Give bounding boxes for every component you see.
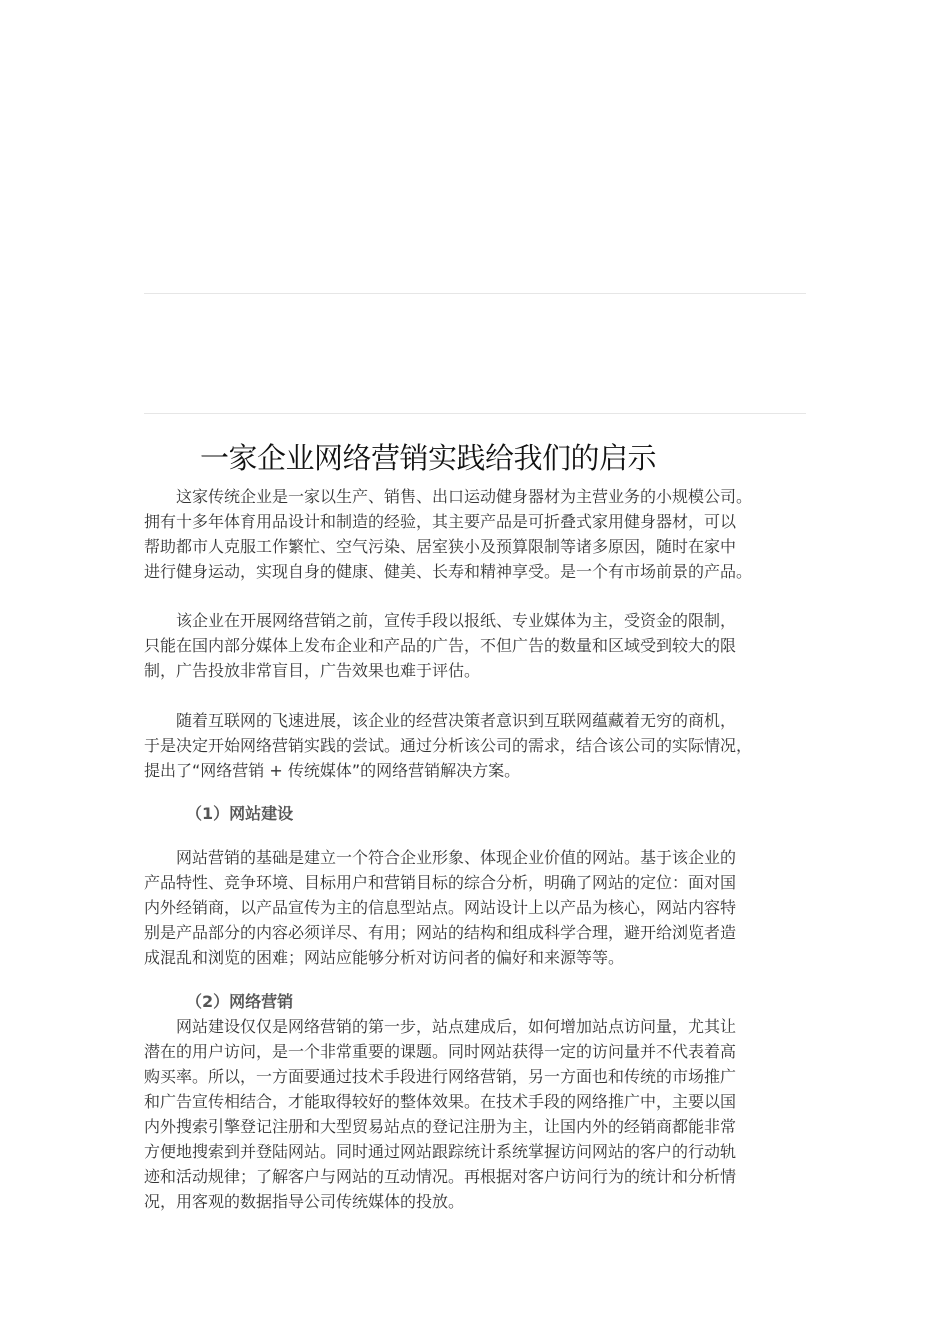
text-line: 制，广告投放非常盲目，广告效果也难于评估。 xyxy=(144,661,481,680)
paragraph-intro xyxy=(144,484,814,584)
text-line: 该企业在开展网络营销之前，宣传手段以报纸、专业媒体为主，受资金的限制， xyxy=(144,611,737,630)
divider-line xyxy=(144,413,806,414)
paragraph-website xyxy=(144,845,814,970)
article-title: 一家企业网络营销实践给我们的启示 xyxy=(200,441,657,475)
text-line: 进行健身运动，实现自身的健康、健美、长寿和精神享受。是一个有市场前景的产品。 xyxy=(144,562,753,581)
text-line: 潜在的用户访问，是一个非常重要的课题。同时网站获得一定的访问量并不代表着高 xyxy=(144,1042,737,1061)
text-line: 于是决定开始网络营销实践的尝试。通过分析该公司的需求，结合该公司的实际情况， xyxy=(144,736,753,755)
text-line: 产品特性、竞争环境、目标用户和营销目标的综合分析，明确了网站的定位：面对国 xyxy=(144,873,737,892)
text-line: 内外经销商，以产品宣传为主的信息型站点。网站设计上以产品为核心，网站内容特 xyxy=(144,898,737,917)
text-line: 这家传统企业是一家以生产、销售、出口运动健身器材为主营业务的小规模公司。 xyxy=(144,487,753,506)
paragraph-solution xyxy=(144,708,814,783)
section-heading-website: （1）网站建设 xyxy=(186,804,294,823)
text-line: 只能在国内部分媒体上发布企业和产品的广告，不但广告的数量和区域受到较大的限 xyxy=(144,636,737,655)
text-line: 迹和活动规律；了解客户与网站的互动情况。再根据对客户访问行为的统计和分析情 xyxy=(144,1167,737,1186)
text-line: 帮助都市人克服工作繁忙、空气污染、居室狭小及预算限制等诸多原因，随时在家中 xyxy=(144,537,737,556)
paragraph-marketing xyxy=(144,1014,814,1214)
text-line: 成混乱和浏览的困难；网站应能够分析对访问者的偏好和来源等等。 xyxy=(144,948,625,967)
text-line: 别是产品部分的内容必须详尽、有用；网站的结构和组成科学合理，避开给浏览者造 xyxy=(144,923,737,942)
text-line: 况，用客观的数据指导公司传统媒体的投放。 xyxy=(144,1192,465,1211)
text-line: 拥有十多年体育用品设计和制造的经验，其主要产品是可折叠式家用健身器材，可以 xyxy=(144,512,737,531)
text-line: 方便地搜索到并登陆网站。同时通过网站跟踪统计系统掌握访问网站的客户的行动轨 xyxy=(144,1142,737,1161)
text-line: 网站建设仅仅是网络营销的第一步，站点建成后，如何增加站点访问量，尤其让 xyxy=(144,1017,737,1036)
section-heading-marketing: （2）网络营销 xyxy=(186,992,294,1011)
text-line: 提出了“网络营销 + 传统媒体”的网络营销解决方案。 xyxy=(144,761,521,780)
text-line: 购买率。所以，一方面要通过技术手段进行网络营销，另一方面也和传统的市场推广 xyxy=(144,1067,737,1086)
text-line: 随着互联网的飞速进展，该企业的经营决策者意识到互联网蕴藏着无穷的商机， xyxy=(144,711,737,730)
paragraph-before-marketing xyxy=(144,608,814,683)
divider-line xyxy=(144,293,806,294)
text-line: 网站营销的基础是建立一个符合企业形象、体现企业价值的网站。基于该企业的 xyxy=(144,848,737,867)
text-line: 和广告宣传相结合，才能取得较好的整体效果。在技术手段的网络推广中，主要以国 xyxy=(144,1092,737,1111)
text-line: 内外搜索引擎登记注册和大型贸易站点的登记注册为主，让国内外的经销商都能非常 xyxy=(144,1117,737,1136)
